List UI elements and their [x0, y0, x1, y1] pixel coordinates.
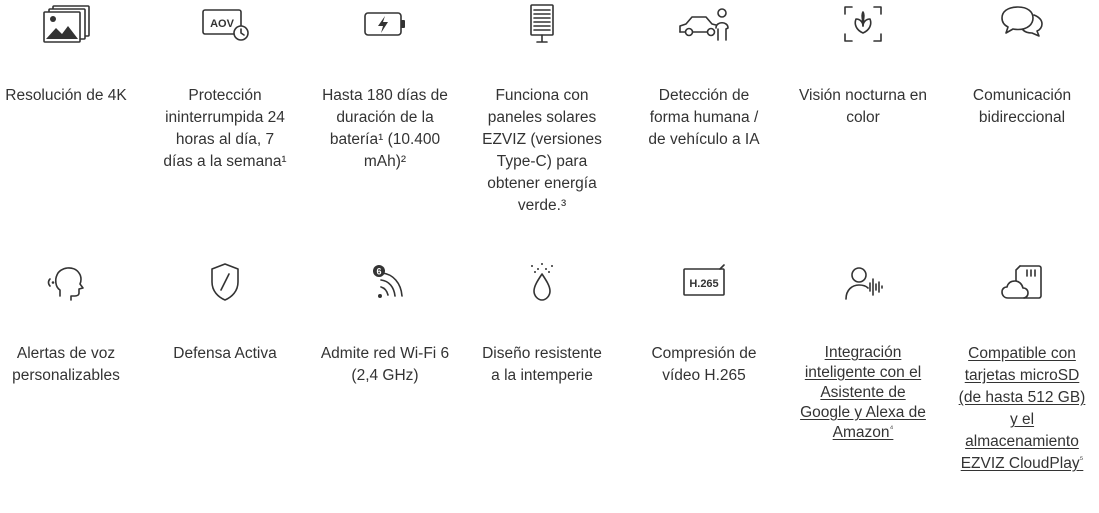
night-vision-color-icon — [835, 2, 891, 46]
svg-text:H.265: H.265 — [689, 278, 719, 290]
battery-charge-icon — [357, 2, 413, 46]
wifi6-icon — [357, 260, 413, 304]
feature-wifi6 — [320, 258, 450, 513]
feature-storage — [957, 258, 1087, 513]
voice-assistant-link[interactable]: Integración inteligente con el Asistente de Google y Alexa de Amazon$^{^4}$ — [800, 344, 926, 441]
feature-voice-assistant — [798, 258, 928, 513]
feature-solar-panel — [477, 0, 607, 240]
feature-label: Detección de forma humana / de vehículo a IA — [648, 87, 760, 148]
human-vehicle-icon — [676, 2, 732, 46]
voice-assistant-icon — [835, 260, 891, 304]
feature-label: Alertas de voz personalizables — [12, 345, 120, 384]
feature-color-night-vision — [798, 0, 928, 240]
shield-icon — [197, 260, 253, 304]
svg-text:6: 6 — [376, 266, 382, 277]
feature-label: Funciona con paneles solares EZVIZ (versiones Type-C) para obtener energía verde.³ — [482, 87, 602, 214]
feature-label: Resolución de 4K — [5, 87, 127, 104]
feature-label: Diseño resistente a la intemperie — [482, 345, 602, 384]
feature-24-7-protection — [160, 0, 290, 240]
solar-panel-icon — [514, 2, 570, 46]
photo-stack-icon — [38, 2, 94, 46]
feature-battery-life — [320, 0, 450, 240]
feature-two-way-audio — [957, 0, 1087, 240]
feature-ai-detection — [639, 0, 769, 240]
feature-label: Comunicación bidireccional — [972, 87, 1072, 126]
feature-label — [957, 343, 1087, 475]
feature-label: Compresión de vídeo H.265 — [651, 345, 757, 384]
svg-text:AOV: AOV — [210, 18, 234, 30]
feature-label — [798, 343, 928, 443]
feature-h265 — [639, 258, 769, 513]
voice-head-icon — [38, 260, 94, 304]
feature-active-defense — [160, 258, 290, 513]
feature-label: Hasta 180 días de duración de la batería¹ (10.400 mAh)² — [322, 87, 448, 170]
two-way-chat-icon — [994, 2, 1050, 46]
sd-cloud-icon — [994, 260, 1050, 304]
feature-weatherproof — [477, 258, 607, 513]
feature-label: Visión nocturna en color — [798, 87, 928, 126]
water-drop-icon — [514, 260, 570, 304]
feature-label: Defensa Activa — [173, 345, 277, 362]
feature-4k-resolution — [1, 0, 131, 240]
aov-clock-icon — [197, 2, 253, 46]
feature-voice-alerts — [1, 258, 131, 513]
h265-icon — [676, 260, 732, 304]
storage-link[interactable]: Compatible con tarjetas microSD (de hasta 512 GB) y el almacenamiento EZVIZ CloudPlay$^{^5}$ — [958, 345, 1086, 472]
feature-label: Admite red Wi-Fi 6 (2,4 GHz) — [320, 345, 450, 384]
feature-label: Protección ininterrumpida 24 horas al día, 7 días a la semana¹ — [163, 87, 287, 170]
